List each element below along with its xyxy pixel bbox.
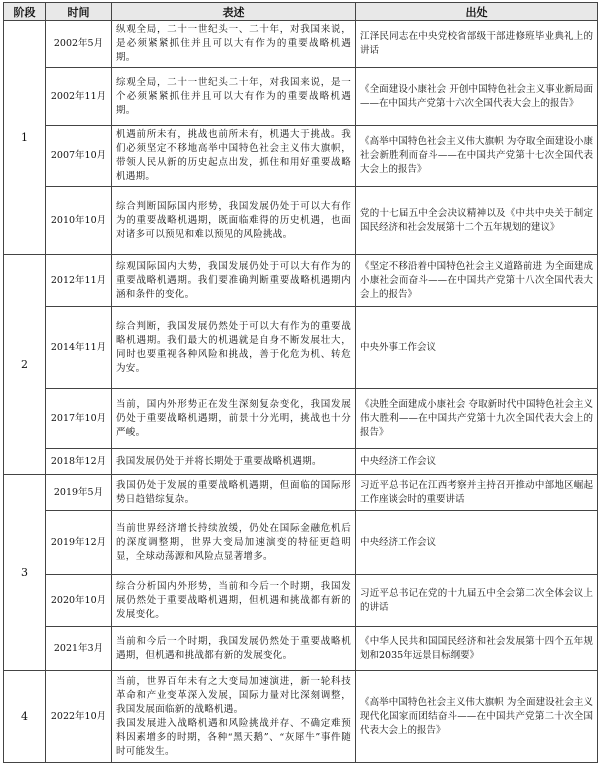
- header-desc: 表述: [112, 3, 356, 21]
- time-cell: 2022年10月: [46, 671, 112, 763]
- header-row: [4, 3, 598, 21]
- desc-cell: 机遇前所未有，挑战也前所未有，机遇大于挑战。我们必须坚定不移地高举中国特色社会主义伟大旗帜，带领人民从新的历史起点出发，抓住和用好重要战略机遇期。: [112, 126, 356, 187]
- desc-cell: 综合判断国际国内形势，我国发展仍处于可以大有作为的重要战略机遇期，既面临难得的历史机遇，也面对诸多可以预见和难以预见的风险挑战。: [112, 187, 356, 255]
- time-cell: 2020年10月: [46, 575, 112, 627]
- time-cell: 2017年10月: [46, 389, 112, 449]
- src-cell: 《中华人民共和国国民经济和社会发展第十四个五年规划和2035年远景目标纲要》: [356, 627, 598, 671]
- desc-cell: 综观全局，二十一世纪头二十年，对我国来说，是一个必须紧紧抓住并且可以大有作为的重要战略机遇期。: [112, 68, 356, 126]
- table-row: [4, 307, 598, 389]
- src-cell: 习近平总书记在党的十九届五中全会第二次全体会议上的讲话: [356, 575, 598, 627]
- time-cell: 2012年11月: [46, 255, 112, 307]
- src-cell: 中央经济工作会议: [356, 449, 598, 475]
- time-cell: 2010年10月: [46, 187, 112, 255]
- desc-cell: 纵观全局，二十一世纪头一、二十年，对我国来说，是必须紧紧抓住并且可以大有作为的重要战略机遇期。: [112, 21, 356, 68]
- table-row: [4, 21, 598, 68]
- desc-cell: 综观国际国内大势，我国发展仍处于可以大有作为的重要战略机遇期。我们要准确判断重要战略机遇期内涵和条件的变化。: [112, 255, 356, 307]
- table-row: [4, 511, 598, 575]
- table-row: [4, 255, 598, 307]
- time-cell: 2002年5月: [46, 21, 112, 68]
- table-row: [4, 126, 598, 187]
- header-time: 时间: [46, 3, 112, 21]
- desc-cell: 综合判断，我国发展仍然处于可以大有作为的重要战略机遇期。我们最大的机遇就是自身不断发展壮大，同时也要重视各种风险和挑战，善于化危为机、转危为安。: [112, 307, 356, 389]
- table-row: [4, 475, 598, 511]
- src-cell: 习近平总书记在江西考察并主持召开推动中部地区崛起工作座谈会时的重要讲话: [356, 475, 598, 511]
- header-stage: 阶段: [4, 3, 46, 21]
- table-body: [4, 21, 598, 763]
- time-cell: 2014年11月: [46, 307, 112, 389]
- desc-cell: 我国发展仍处于并将长期处于重要战略机遇期。: [112, 449, 356, 475]
- src-cell: 《高举中国特色社会主义伟大旗帜 为夺取全面建设小康社会新胜利而奋斗——在中国共产党第十七次全国代表大会上的报告》: [356, 126, 598, 187]
- desc-cell: 当前世界经济增长持续放缓，仍处在国际金融危机后的深度调整期，世界大变局加速演变的特征更趋明显，全球动荡源和风险点显著增多。: [112, 511, 356, 575]
- src-cell: 《全面建设小康社会 开创中国特色社会主义事业新局面——在中国共产党第十六次全国代表大会上的报告》: [356, 68, 598, 126]
- table-row: [4, 575, 598, 627]
- src-cell: 《决胜全面建成小康社会 夺取新时代中国特色社会主义伟大胜利——在中国共产党第十九次全国代表大会上的报告》: [356, 389, 598, 449]
- time-cell: 2018年12月: [46, 449, 112, 475]
- time-cell: 2002年11月: [46, 68, 112, 126]
- desc-cell: 综合分析国内外形势，当前和今后一个时期，我国发展仍然处于重要战略机遇期，但机遇和挑战都有新的发展变化。: [112, 575, 356, 627]
- table-row: [4, 68, 598, 126]
- time-cell: 2019年12月: [46, 511, 112, 575]
- table-row: [4, 449, 598, 475]
- stage-cell: 1: [4, 21, 46, 255]
- src-cell: 中央经济工作会议: [356, 511, 598, 575]
- desc-cell: 当前，世界百年未有之大变局加速演进，新一轮科技革命和产业变革深入发展，国际力量对比深刻调整，我国发展面临新的战略机遇。 我国发展进入战略机遇和风险挑战并存、不确定难预料因素增多的时期，各种“黑天鹅”、“灰犀牛”事件随时可能发生。: [112, 671, 356, 763]
- table-row: [4, 389, 598, 449]
- src-cell: 党的十七届五中全会决议精神以及《中共中央关于制定国民经济和社会发展第十二个五年规划的建议》: [356, 187, 598, 255]
- stage-cell: 4: [4, 671, 46, 763]
- stage-cell: 3: [4, 475, 46, 671]
- src-cell: 《坚定不移沿着中国特色社会主义道路前进 为全面建成小康社会而奋斗——在中国共产党第十八次全国代表大会上的报告》: [356, 255, 598, 307]
- table-row: [4, 187, 598, 255]
- src-cell: 中央外事工作会议: [356, 307, 598, 389]
- table-row: [4, 627, 598, 671]
- table-row: [4, 671, 598, 763]
- desc-cell: 当前，国内外形势正在发生深刻复杂变化，我国发展仍处于重要战略机遇期，前景十分光明，挑战也十分严峻。: [112, 389, 356, 449]
- header-source: 出处: [356, 3, 598, 21]
- src-cell: 《高举中国特色社会主义伟大旗帜 为全面建设社会主义现代化国家而团结奋斗——在中国共产党第二十次全国代表大会上的报告》: [356, 671, 598, 763]
- desc-cell: 当前和今后一个时期，我国发展仍然处于重要战略机遇期，但机遇和挑战都有新的发展变化。: [112, 627, 356, 671]
- stage-cell: 2: [4, 255, 46, 475]
- desc-cell: 我国仍处于发展的重要战略机遇期，但面临的国际形势日趋错综复杂。: [112, 475, 356, 511]
- time-cell: 2021年3月: [46, 627, 112, 671]
- src-cell: 江泽民同志在中央党校省部级干部进修班毕业典礼上的讲话: [356, 21, 598, 68]
- data-table: [3, 2, 598, 763]
- time-cell: 2019年5月: [46, 475, 112, 511]
- time-cell: 2007年10月: [46, 126, 112, 187]
